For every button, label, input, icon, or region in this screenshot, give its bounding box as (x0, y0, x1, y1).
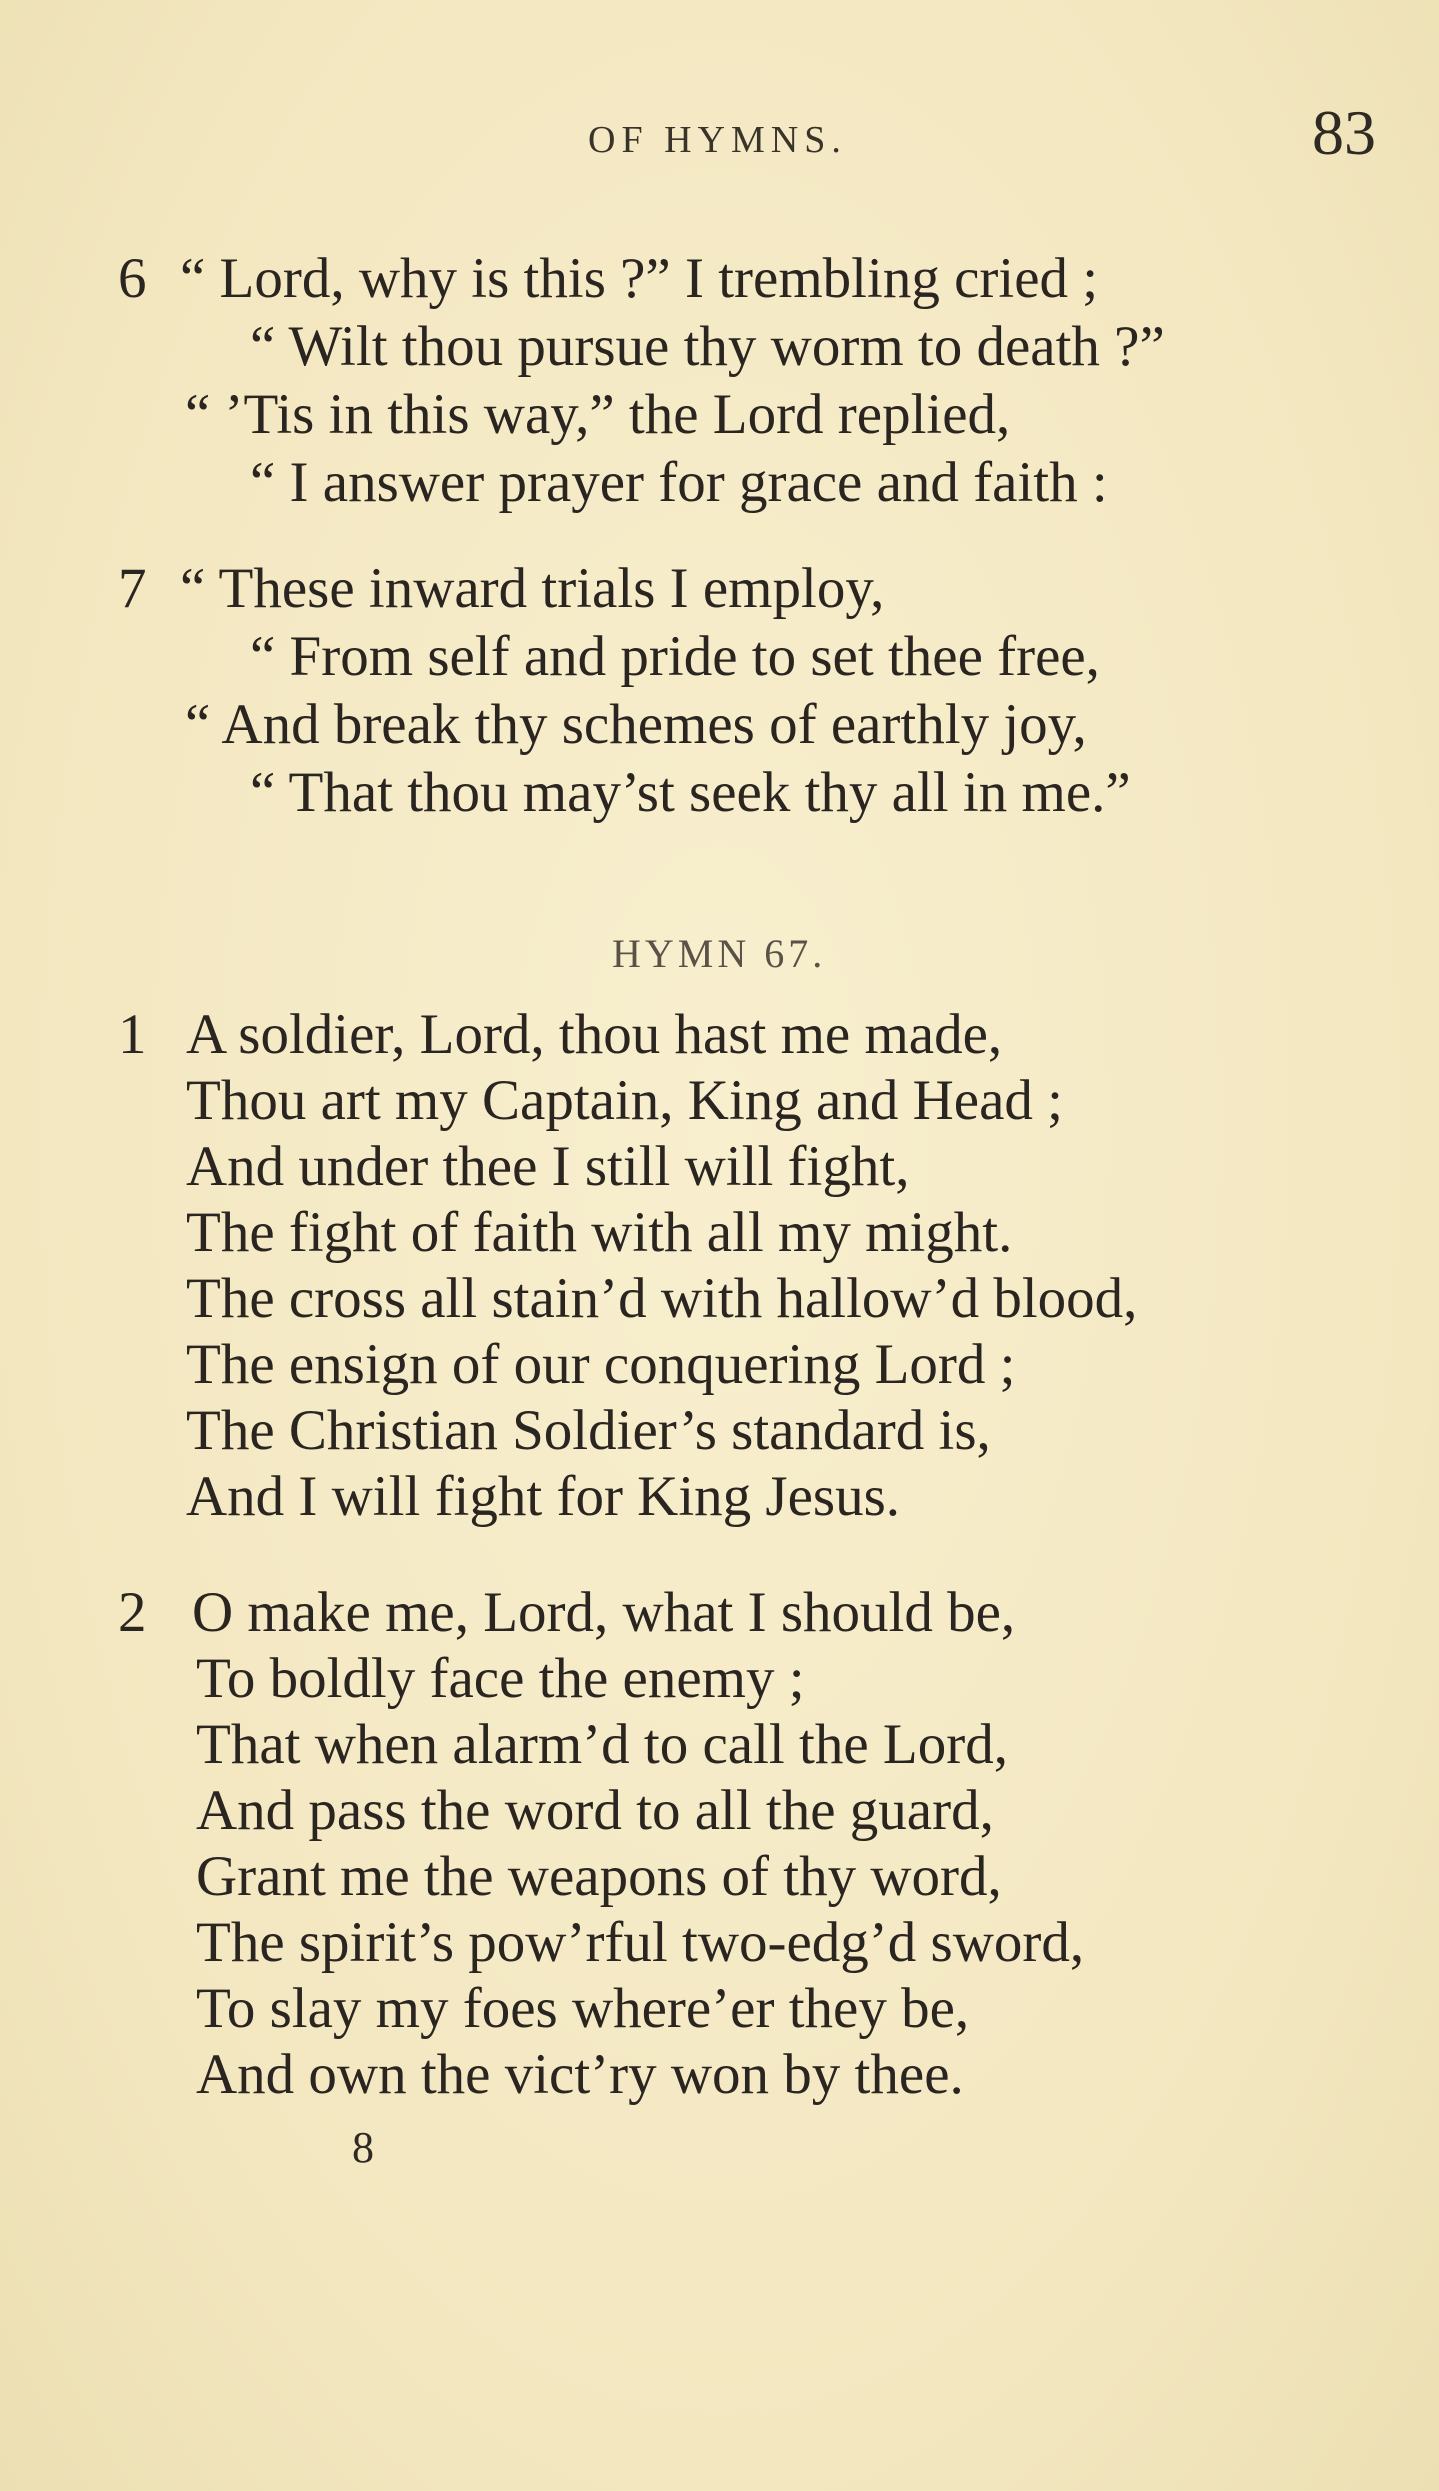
signature-mark: 8 (352, 2123, 374, 2172)
verse-number: 7 (118, 557, 147, 620)
verse-number: 1 (118, 1003, 147, 1066)
verse-line: To boldly face the enemy ; (196, 1647, 805, 1710)
verse-line: The cross all stain’d with hallow’d blood, (186, 1267, 1138, 1330)
verse-line: A soldier, Lord, thou hast me made, (186, 1003, 1003, 1066)
verse-line: The spirit’s pow’rful two-edg’d sword, (196, 1911, 1085, 1974)
verse-line: “ These inward trials I employ, (180, 557, 885, 620)
verse-line: O make me, Lord, what I should be, (192, 1581, 1016, 1644)
verse-line: “ And break thy schemes of earthly joy, (185, 693, 1087, 756)
verse-number: 2 (118, 1581, 147, 1644)
hymn-title: HYMN 67. (612, 931, 827, 976)
verse-number: 6 (118, 247, 147, 310)
verse-line: “ From self and pride to set thee free, (250, 625, 1100, 688)
verse-line: And under thee I still will fight, (186, 1135, 910, 1198)
verse-line: The fight of faith with all my might. (186, 1201, 1013, 1264)
verse-line: The ensign of our conquering Lord ; (186, 1333, 1016, 1396)
verse-line: “ I answer prayer for grace and faith : (250, 451, 1108, 514)
verse-line: “ That thou may’st seek thy all in me.” (250, 761, 1131, 824)
verse-line: And I will fight for King Jesus. (186, 1465, 901, 1528)
verse-line: To slay my foes where’er they be, (196, 1977, 970, 2040)
verse-line: “ Lord, why is this ?” I trembling cried ; (180, 247, 1099, 310)
verse-line: And pass the word to all the guard, (196, 1779, 994, 1842)
verse-line: Thou art my Captain, King and Head ; (186, 1069, 1063, 1132)
running-title: OF HYMNS. (588, 119, 847, 161)
verse-line: Grant me the weapons of thy word, (196, 1845, 1002, 1908)
page-number: 83 (1312, 97, 1376, 168)
verse-line: “ ’Tis in this way,” the Lord replied, (185, 383, 1011, 446)
verse-line: That when alarm’d to call the Lord, (196, 1713, 1008, 1776)
verse-line: And own the vict’ry won by thee. (196, 2043, 964, 2106)
verse-line: “ Wilt thou pursue thy worm to death ?” (250, 315, 1165, 378)
verse-line: The Christian Soldier’s standard is, (186, 1399, 991, 1462)
